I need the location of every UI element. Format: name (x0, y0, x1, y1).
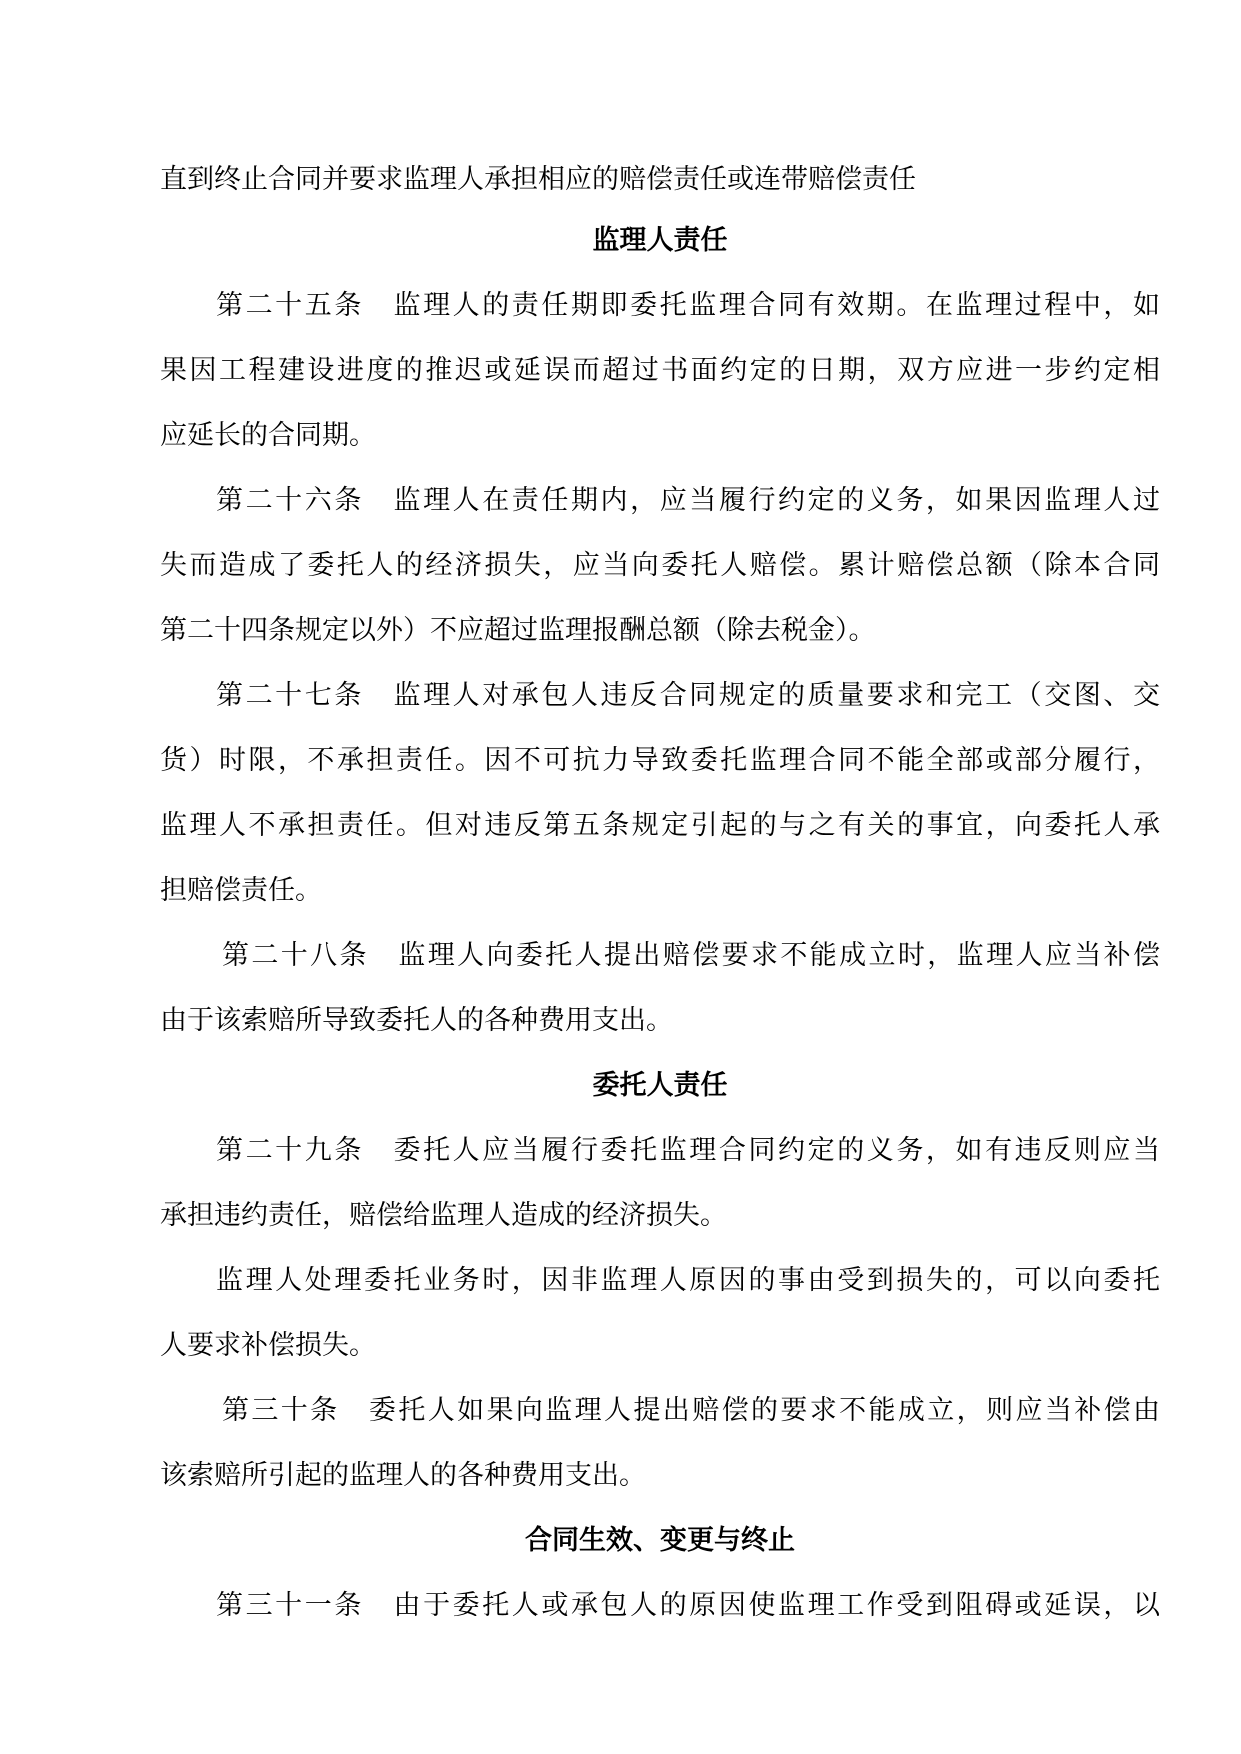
paragraph-line: 第二十七条 监理人对承包人违反合同规定的质量要求和完工（交图、交 (216, 680, 1160, 711)
paragraph-line: 货）时限，不承担责任。因不可抗力导致委托监理合同不能全部或部分履行， (160, 745, 1160, 776)
paragraph-line: 担赔偿责任。 (160, 875, 322, 906)
paragraph-line: 人要求补偿损失。 (160, 1330, 376, 1361)
paragraph-line: 第二十八条 监理人向委托人提出赔偿要求不能成立时，监理人应当补偿 (222, 940, 1160, 971)
paragraph-line: 第二十六条 监理人在责任期内，应当履行约定的义务，如果因监理人过 (216, 485, 1160, 516)
paragraph-line: 第二十五条 监理人的责任期即委托监理合同有效期。在监理过程中，如 (216, 290, 1160, 321)
section-heading: 监理人责任 (592, 225, 728, 256)
section-heading: 合同生效、变更与终止 (525, 1525, 795, 1556)
paragraph-line: 应延长的合同期。 (160, 420, 376, 451)
paragraph-line: 第二十四条规定以外）不应超过监理报酬总额（除去税金）。 (160, 615, 876, 646)
paragraph-line: 果因工程建设进度的推迟或延误而超过书面约定的日期，双方应进一步约定相 (160, 355, 1160, 386)
paragraph-line: 该索赔所引起的监理人的各种费用支出。 (160, 1460, 646, 1491)
paragraph-line: 由于该索赔所导致委托人的各种费用支出。 (160, 1005, 673, 1036)
paragraph-line: 监理人处理委托业务时，因非监理人原因的事由受到损失的，可以向委托 (216, 1265, 1160, 1296)
paragraph-line: 承担违约责任，赔偿给监理人造成的经济损失。 (160, 1200, 727, 1231)
paragraph-line: 直到终止合同并要求监理人承担相应的赔偿责任或连带赔偿责任 (160, 164, 916, 195)
paragraph-line: 第三十条 委托人如果向监理人提出赔偿的要求不能成立，则应当补偿由 (222, 1395, 1160, 1426)
paragraph-line: 监理人不承担责任。但对违反第五条规定引起的与之有关的事宜，向委托人承 (160, 810, 1160, 841)
paragraph-line: 第三十一条 由于委托人或承包人的原因使监理工作受到阻碍或延误，以 (216, 1590, 1160, 1621)
section-heading: 委托人责任 (592, 1070, 728, 1101)
paragraph-line: 第二十九条 委托人应当履行委托监理合同约定的义务，如有违反则应当 (216, 1135, 1160, 1166)
paragraph-line: 失而造成了委托人的经济损失，应当向委托人赔偿。累计赔偿总额（除本合同 (160, 550, 1160, 581)
document-body (160, 152, 1160, 1638)
